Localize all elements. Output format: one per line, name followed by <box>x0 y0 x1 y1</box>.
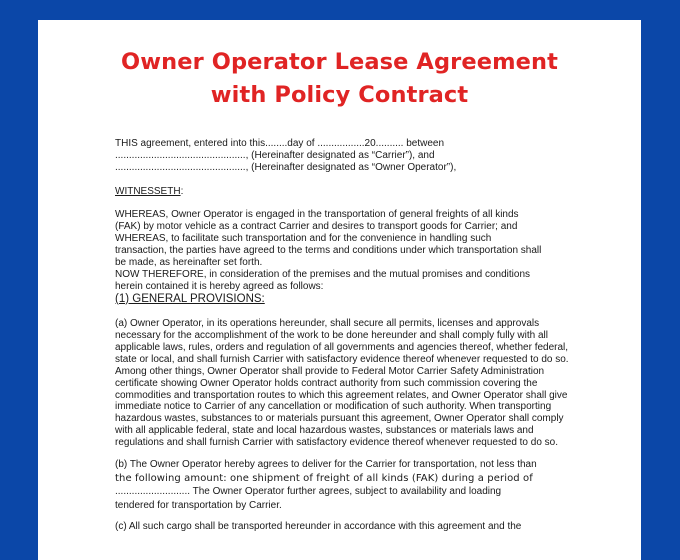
paragraph-a-line: with all applicable federal, state and local hazardous wastes, substances or materials laws and <box>115 425 534 437</box>
intro-line: ..............................................., (Hereinafter designated as “Owner Operator”), <box>115 161 457 173</box>
paragraph-b-line: ........................... The Owner Operator further agrees, subject to availability and loading <box>115 486 502 498</box>
paragraph-a-line: regulations and shall furnish Carrier with satisfactory evidence thereof whenever requested to do so. <box>115 437 559 449</box>
whereas-line: (FAK) by motor vehicle as a contract Carrier and desires to transport goods for Carrier; and <box>115 221 518 233</box>
paragraph-b-line: the following amount: one shipment of freight of all kinds (FAK) during a period of <box>115 472 533 484</box>
title-line-1: Owner Operator Lease Agreement <box>121 49 558 75</box>
whereas-line: herein contained it is hereby agreed as follows: <box>115 280 324 292</box>
paragraph-a-line: commodities and transportation routes to which this agreement relates, and Owner Operator shall give <box>115 389 568 401</box>
document-page <box>38 20 641 560</box>
intro-block <box>115 138 593 174</box>
paragraph-a-line: hazardous wastes, substances to or materials pursuant this agreement, Owner Operator shall comply <box>115 413 564 425</box>
paragraph-c-line: (c) All such cargo shall be transported hereunder in accordance with this agreement and the <box>115 521 522 533</box>
witnesseth-heading <box>115 186 593 198</box>
paragraph-a-line: state or local, and shall furnish Carrier with satisfactory evidence thereof whenever requested to do so. <box>115 353 569 365</box>
paragraph-a-line: certificate showing Owner Operator holds contract authority from such commission covering the <box>115 377 538 389</box>
witnesseth-colon: : <box>180 185 184 197</box>
paragraph-a-line: applicable laws, rules, orders and regulation of all governments and agencies thereof, whether federal, <box>115 341 569 353</box>
paragraph-a <box>115 318 593 449</box>
whereas-line: transaction, the parties have agreed to the terms and conditions under which transportation shall <box>115 245 542 257</box>
whereas-block <box>115 209 593 292</box>
whereas-line: be made, as hereinafter set forth. <box>115 257 263 269</box>
paragraph-b-line: (b) The Owner Operator hereby agrees to deliver for the Carrier for transportation, not less than <box>115 459 537 471</box>
witnesseth-label: WITNESSETH <box>115 185 181 197</box>
paragraph-a-line: immediate notice to Carrier of any cancellation or modification of such authority. When transporting <box>115 401 552 413</box>
paragraph-b <box>115 458 593 512</box>
intro-line: ..............................................., (Hereinafter designated as “Carrier”), and <box>115 149 435 161</box>
paragraph-a-line: Among other things, Owner Operator shall provide to Federal Motor Carrier Safety Administration <box>115 365 545 377</box>
whereas-line: NOW THEREFORE, in consideration of the premises and the mutual promises and conditions <box>115 268 530 280</box>
paragraph-a-line: (a) Owner Operator, in its operations hereunder, shall secure all permits, licenses and approvals <box>115 318 540 330</box>
paragraph-b-line: tendered for transportation by Carrier. <box>115 499 282 511</box>
title-line-2: with Policy Contract <box>210 82 469 108</box>
section-heading: (1) GENERAL PROVISIONS: <box>115 292 265 305</box>
document-body <box>115 138 593 533</box>
intro-line: THIS agreement, entered into this........day of .................20.......... between <box>115 138 445 149</box>
document-title <box>38 46 641 112</box>
whereas-line: WHEREAS, to facilitate such transportation and for the convenience in handling such <box>115 233 492 245</box>
whereas-line: WHEREAS, Owner Operator is engaged in the transportation of general freights of all kinds <box>115 209 519 221</box>
paragraph-a-line: necessary for the accomplishment of the work to be done hereunder and shall comply fully with all <box>115 330 549 342</box>
